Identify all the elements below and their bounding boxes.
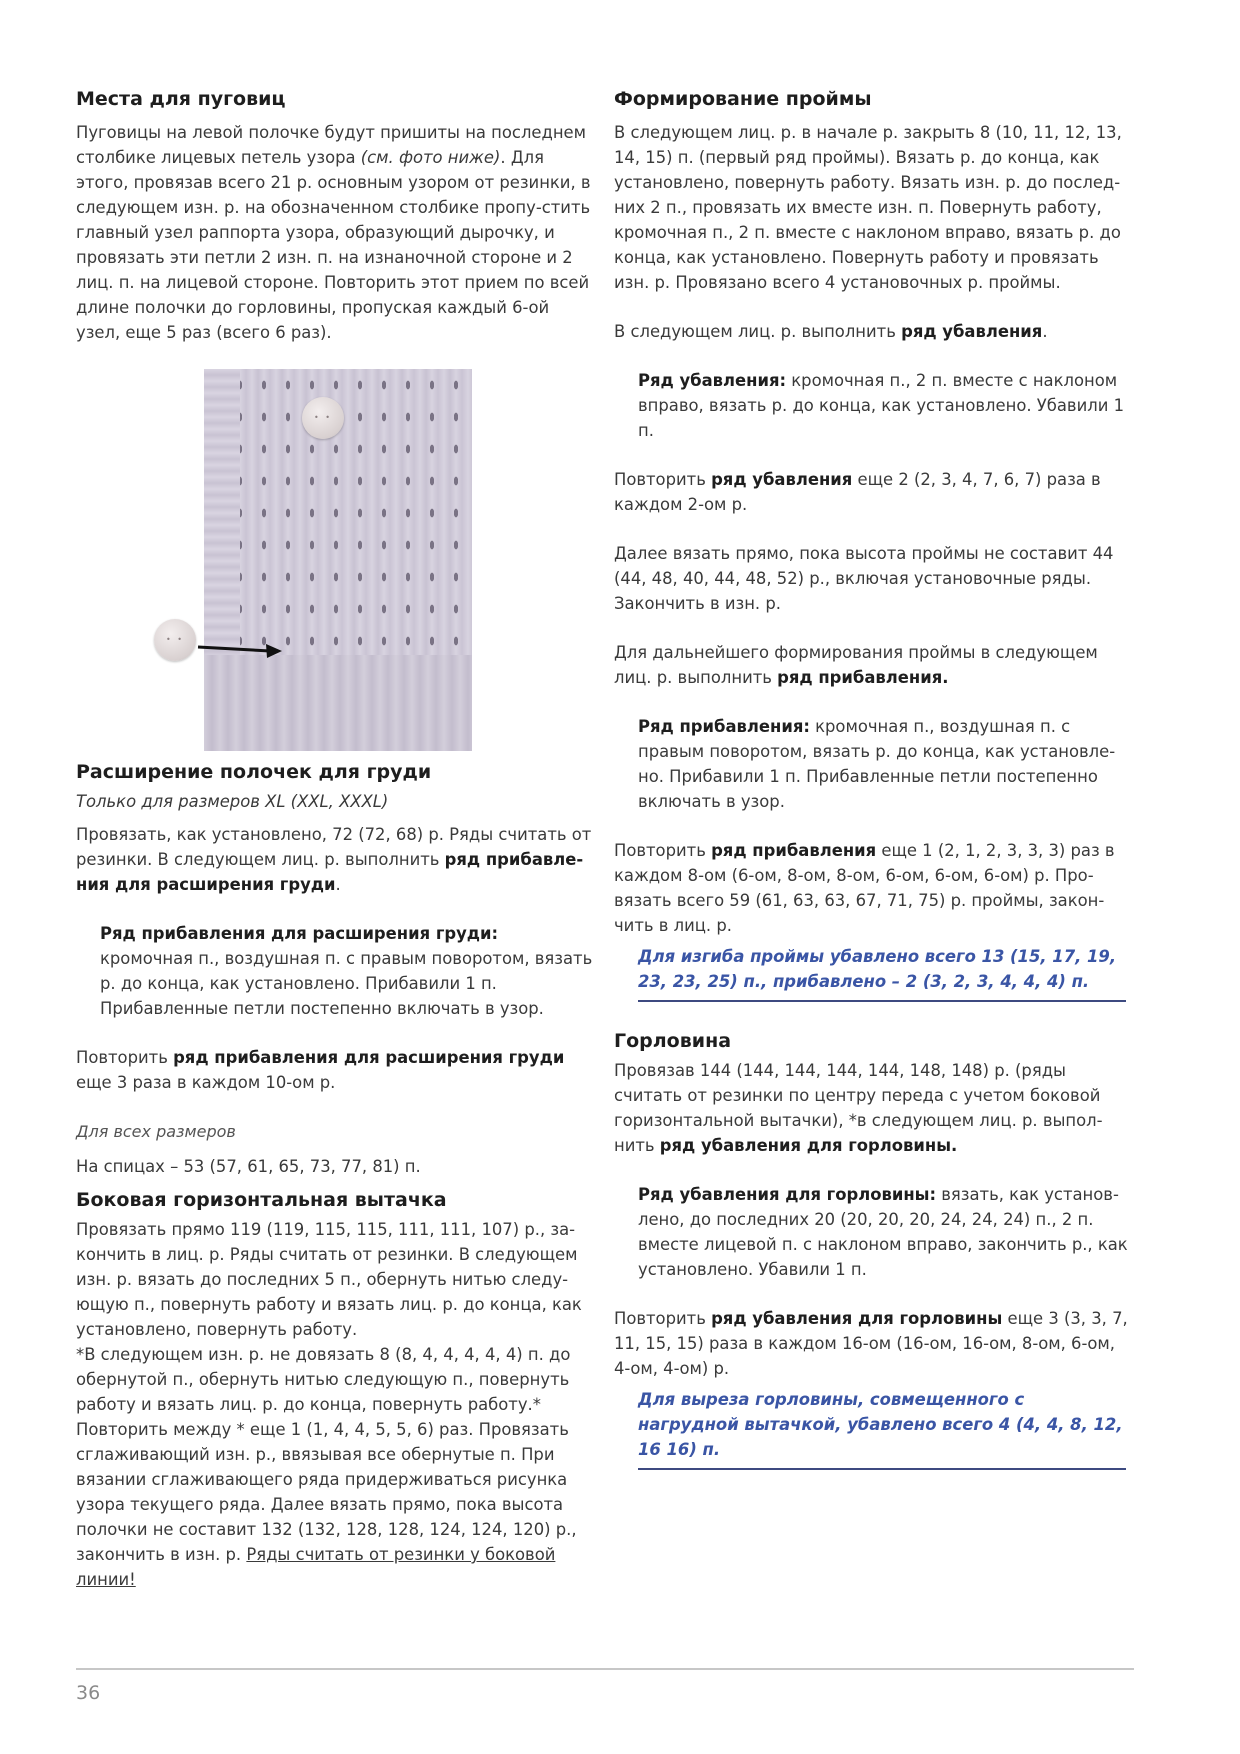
buttons-paragraph: Пуговицы на левой полочке будут пришиты на последнем столбике лицевых петель узора (см. фото ниже). Для этого, провязав всего 21 р. основным узором от резинки, в следующем изн. р. на обозначенном столбике пропу-стить главный узел раппорта узора, образующий дырочку, и провязать эти петли 2 изн. п. на изнаночной стороне и 2 лиц. п. на лицевой стороне. Повторить этот прием по всей длине полочки до горловины, пропуская каждый 6-ой узел, еще 5 раз (всего 6 раз). <box>76 123 591 342</box>
armhole-paragraph-3: Повторить ряд убавления еще 2 (2, 3, 4, 7, 6, 7) раза в каждом 2-ом р. <box>614 470 1101 514</box>
bust-paragraph-2: Повторить ряд прибавления для расширения груди еще 3 раза в каждом 10-ом р. <box>76 1048 565 1092</box>
dart-heading: Боковая горизонтальная вытачка <box>76 1189 447 1211</box>
armhole-section <box>614 88 1134 1002</box>
neck-paragraph-1: Провязав 144 (144, 144, 144, 144, 148, 148) р. (ряды считать от резинки по центру переда с учетом боковой горизонтальной вытачки), *в следующем лиц. р. выпол-нить ряд убавления для горловины. <box>614 1061 1103 1155</box>
bust-subheading: Только для размеров XL (XXL, XXXL) <box>76 792 389 811</box>
bust-section <box>76 761 594 1179</box>
left-column <box>76 88 594 1592</box>
all-sizes-label: Для всех размеров <box>76 1122 236 1141</box>
armhole-decrease-row: Ряд убавления: кромочная п., 2 п. вместе с наклоном вправо, вязать р. до конца, как установлено. Убавили 1 п. <box>638 371 1124 440</box>
neck-section <box>614 1030 1134 1470</box>
armhole-summary-note: Для изгиба проймы убавлено всего 13 (15, 17, 19, 23, 23, 25) п., прибавлено – 2 (3, 2, 3, 4, 4, 4) п. <box>638 944 1126 1002</box>
dart-paragraph-1: Провязать прямо 119 (119, 115, 115, 111, 111, 107) р., за-кончить в лиц. р. Ряды считать от резинки. В следующем изн. р. вязать до последних 5 п., обернуть нитью следу-ющую п., повернуть работу и вязать лиц. р. до конца, как установлено, повернуть работу. <box>76 1220 582 1339</box>
button-side-icon: • • <box>154 619 196 661</box>
armhole-paragraph-2: В следующем лиц. р. выполнить ряд убавления. <box>614 322 1048 341</box>
buttons-section <box>76 88 594 345</box>
dart-section <box>76 1189 594 1592</box>
neck-decrease-row: Ряд убавления для горловины: вязать, как установ-лено, до последних 20 (20, 20, 20, 24, 24, 24) п., 2 п. вместе лицевой п. с наклоном вправо, закончить р., как установлено. Убавили 1 п. <box>638 1185 1128 1279</box>
neck-paragraph-2: Повторить ряд убавления для горловины еще 3 (3, 3, 7, 11, 15, 15) раза в каждом 16-ом (16-ом, 16-ом, 8-ом, 6-ом, 4-ом, 4-ом) р. <box>614 1309 1128 1378</box>
armhole-increase-row: Ряд прибавления: кромочная п., воздушная п. с правым поворотом, вязать р. до конца, как установле-но. Прибавили 1 п. Прибавленные петли постепенно включать в узор. <box>638 717 1116 811</box>
buttons-heading: Места для пуговиц <box>76 88 286 110</box>
armhole-paragraph-6: Повторить ряд прибавления еще 1 (2, 1, 2, 3, 3, 3) раз в каждом 8-ом (6-ом, 8-ом, 8-ом, 6-ом, 6-ом, 6-ом) р. Про-вязать всего 59 (61, 63, 63, 67, 71, 75) р. проймы, закон-чить в лиц. р. <box>614 841 1115 935</box>
knitting-photo <box>154 369 564 751</box>
footer-divider <box>76 1668 1134 1670</box>
button-top-icon: • • <box>302 397 344 439</box>
stitch-count: На спицах – 53 (57, 61, 65, 73, 77, 81) п. <box>76 1157 421 1176</box>
arrow-right-icon <box>196 639 284 659</box>
knit-ribbing <box>204 655 472 751</box>
dart-paragraph-2: *В следующем изн. р. не довязать 8 (8, 4, 4, 4, 4, 4) п. до обернутой п., обернуть нитью следующую п., повернуть работу и вязать лиц. р. до конца, повернуть работу.* Повторить между * еще 1 (1, 4, 4, 5, 5, 6) раз. Провязать сглаживающий изн. р., ввязывая все обернутые п. При вязании сглаживающего ряда придерживаться рисунка узора текущего ряда. Далее вязать прямо, пока высота полочки не составит 132 (132, 128, 128, 124, 124, 120) р., закончить в изн. р. Ряды считать от резинки у боковой линии! <box>76 1345 577 1589</box>
armhole-heading: Формирование проймы <box>614 88 872 110</box>
armhole-paragraph-1: В следующем лиц. р. в начале р. закрыть 8 (10, 11, 12, 13, 14, 15) п. (первый ряд проймы). Вязать р. до конца, как установлено, повернуть работу. Вязать изн. р. до послед-них 2 п., провязать их вместе изн. п. Повернуть работу, кромочная п., 2 п. вместе с наклоном вправо, вязать р. до конца, как установлено. Повернуть работу и провязать изн. р. Провязано всего 4 установочных р. проймы. <box>614 123 1122 292</box>
right-column <box>614 88 1134 1470</box>
armhole-paragraph-4: Далее вязать прямо, пока высота проймы не составит 44 (44, 48, 40, 44, 48, 52) р., включая установочные ряды. Закончить в изн. р. <box>614 544 1114 613</box>
bust-paragraph-1: Провязать, как установлено, 72 (72, 68) р. Ряды считать от резинки. В следующем лиц. р. выполнить ряд прибавле-ния для расширения груди. <box>76 825 592 894</box>
neck-summary-note: Для выреза горловины, совмещенного с нагрудной вытачкой, убавлено всего 4 (4, 4, 8, 12, 16 16) п. <box>638 1387 1126 1470</box>
neck-heading: Горловина <box>614 1030 732 1052</box>
bust-row-instruction: Ряд прибавления для расширения груди: кромочная п., воздушная п. с правым поворотом, вязать р. до конца, как установлено. Прибавили 1 п. Прибавленные петли постепенно включать в узор. <box>100 924 593 1018</box>
bust-heading: Расширение полочек для груди <box>76 761 432 783</box>
knit-button-band <box>204 369 240 655</box>
page-number: 36 <box>76 1682 101 1704</box>
armhole-paragraph-5: Для дальнейшего формирования проймы в следующем лиц. р. выполнить ряд прибавления. <box>614 643 1098 687</box>
